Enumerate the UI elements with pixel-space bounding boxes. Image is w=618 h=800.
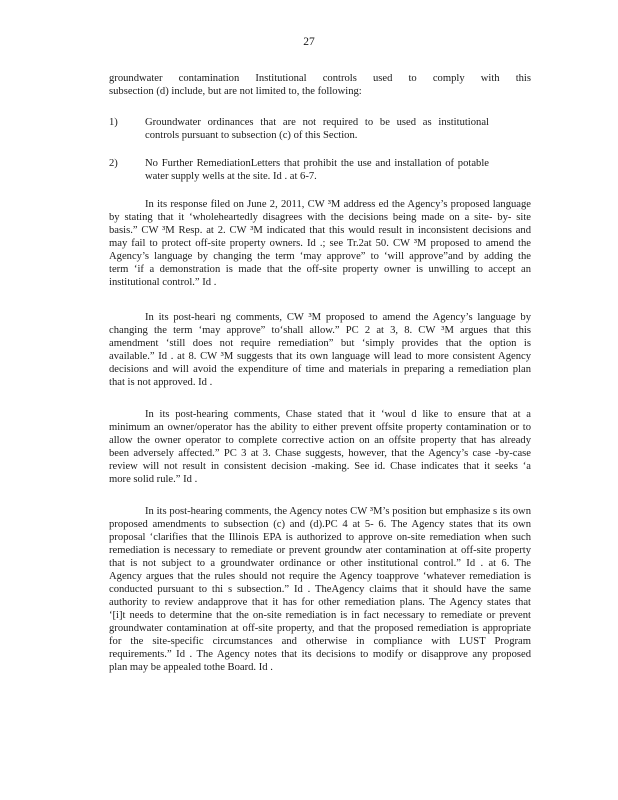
- text-line: Agency argues that the rules should not require the Agency toapprove ‘whatever remediation is: [109, 571, 531, 582]
- text-line: conducted pursuant to thi s subsection.” Id . TheAgency claims that it should have the same: [109, 584, 531, 595]
- page-number: 27: [303, 36, 315, 48]
- text-line: amendment ‘still does not require remediation” but ‘simply provides that the option is: [109, 338, 531, 349]
- text-line: In its post-hearing comments, the Agency notes CW ³M’s position but emphasize s its own: [145, 506, 531, 517]
- paragraph-cw3m-post-hearing: [109, 311, 531, 389]
- text-line: basis.” CW ³M Resp. at 2. CW ³M indicated that this would result in inconsistent decisions and: [109, 225, 531, 236]
- text-line: subsection (d) include, but are not limited to, the following:: [109, 86, 362, 97]
- paragraph-chase-post-hearing: [109, 408, 531, 486]
- text-line: remediation is necessary to remediate or prevent groundw ater contamination at off-site property: [109, 545, 531, 556]
- text-line: requirements.” Id . The Agency notes that its decisions to modify or disapprove any proposed: [109, 649, 531, 660]
- text-line: In its post-heari ng comments, CW ³M proposed to amend the Agency’s language by: [145, 312, 531, 323]
- text-line: Groundwater ordinances that are not required to be used as institutional: [145, 117, 489, 128]
- text-line: Agency’s language by changing the term ‘may approve” to ‘will approve”and by adding the: [109, 251, 531, 262]
- text-line: authority to review andapprove that it has for other remediation plans. The Agency states that: [109, 597, 531, 608]
- text-line: review will not result in consistent decision -making. See id. Chase indicates that it seeks ‘a: [109, 461, 531, 472]
- text-line: by stating that it ‘wholeheartedly disagrees with the decisions being made on a site- by- site: [109, 212, 531, 223]
- text-line: proposed amendments to subsection (c) and (d).PC 4 at 5- 6. The Agency states that its own: [109, 519, 531, 530]
- text-line: term ‘if a demonstration is made that the off-site property owner is unwilling to accept an: [109, 264, 531, 275]
- text-line: more solid rule.” Id .: [109, 474, 198, 485]
- text-line: No Further RemediationLetters that prohibit the use and installation of potable: [145, 158, 489, 169]
- text-line: water supply wells at the site. Id . at 6-7.: [145, 171, 317, 182]
- text-line: groundwater contamination at off-site property, and that the proposed remediation is appropriate: [109, 623, 531, 634]
- text-line: In its response filed on June 2, 2011, CW ³M address ed the Agency’s proposed language: [145, 199, 531, 210]
- text-line: In its post-hearing comments, Chase stated that it ‘woul d like to ensure that at a: [145, 409, 531, 420]
- text-line: changing the term ‘may approve” to‘shall allow.” PC 2 at 3, 8. CW ³M argues that this: [109, 325, 531, 336]
- text-line: may fail to protect off-site property owners. Id .; see Tr.2at 50. CW ³M proposed to amend the: [109, 238, 531, 249]
- text-line: allow the owner operator to complete corrective action on an offsite property that has already: [109, 435, 531, 446]
- text-line: that is not approved. Id .: [109, 377, 213, 388]
- text-line: for the site-specific circumstances and otherwise in compliance with LUST Program: [109, 636, 531, 647]
- list-number: 2): [109, 158, 118, 169]
- intro-text: [109, 72, 531, 98]
- text-line: institutional control.” Id .: [109, 277, 217, 288]
- text-line: plan may be appealed tothe Board. Id .: [109, 662, 273, 673]
- text-line: proposal ‘clarifies that the Illinois EPA is authorized to approve on-site remediation when such: [109, 532, 531, 543]
- paragraph-cw3m-response: [109, 198, 531, 289]
- text-line: minimum an owner/operator has the ability to either prevent offsite property contamination or to: [109, 422, 531, 433]
- list-number: 1): [109, 117, 118, 128]
- text-line: controls pursuant to subsection (c) of this Section.: [145, 130, 358, 141]
- text-line: groundwater contamination Institutional controls used to comply with this: [109, 73, 531, 84]
- text-line: ‘[i]t needs to determine that the on-site remediation is in fact necessary to remediate or prevent: [109, 610, 531, 621]
- text-line: that is not subject to a groundwater ordinance or other institutional control.” Id . at 6. The: [109, 558, 531, 569]
- text-line: available.” Id . at 8. CW ³M suggests that its own language will lead to more consistent Agency: [109, 351, 531, 362]
- text-line: been adversely affected.” PC 3 at 3. Chase suggests, however, that the Agency’s case -by-case: [109, 448, 531, 459]
- paragraph-agency-post-hearing: [109, 505, 531, 674]
- text-line: decisions and will avoid the expenditure of time and materials in preparing a remediation plan: [109, 364, 531, 375]
